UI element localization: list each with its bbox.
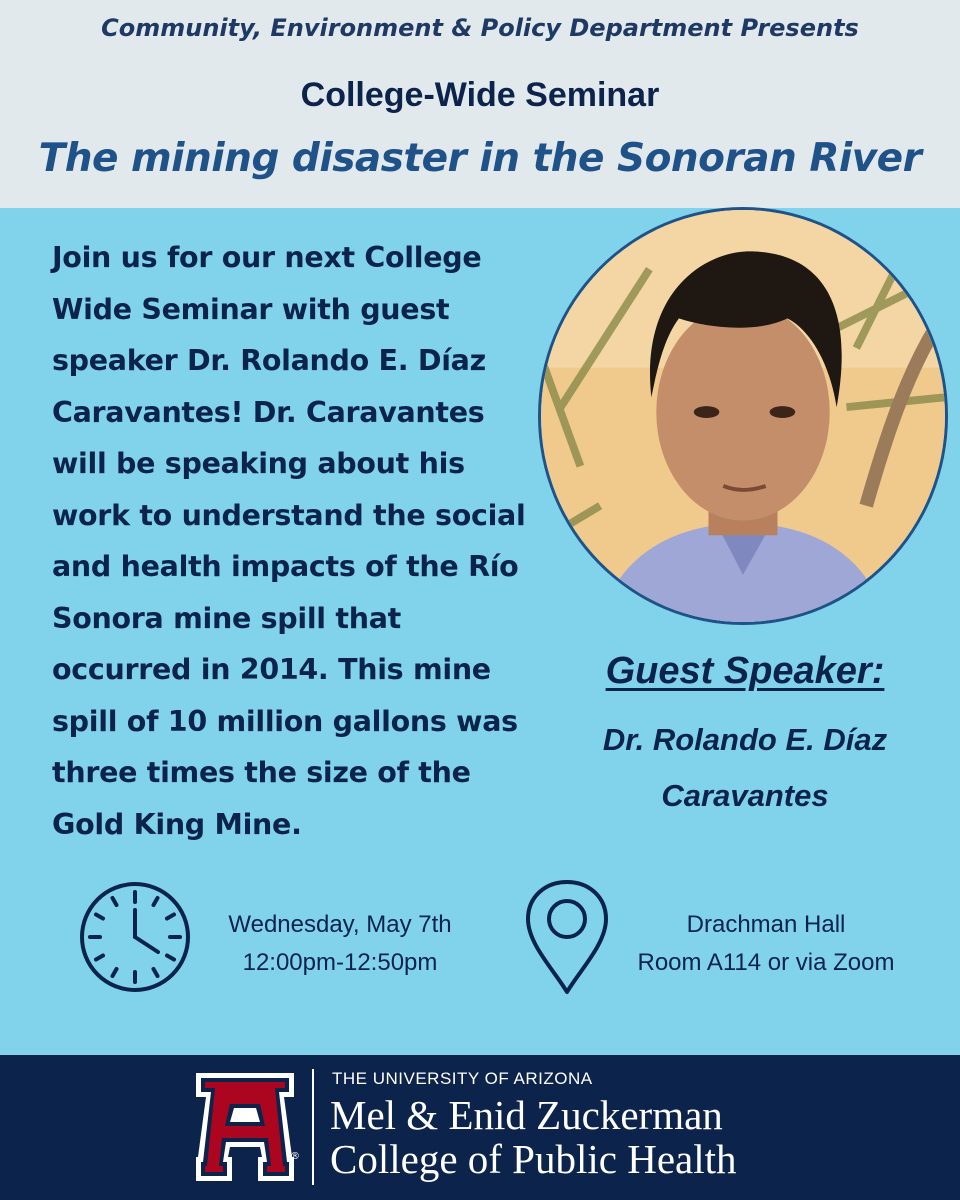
footer-band bbox=[0, 1055, 960, 1200]
event-venue: Drachman Hall bbox=[686, 911, 846, 938]
header-band bbox=[0, 0, 960, 208]
description-line: spill of 10 million gallons was bbox=[52, 704, 518, 738]
description-line: Gold King Mine. bbox=[52, 807, 302, 841]
event-datetime bbox=[190, 906, 490, 982]
college-name-line-1: Mel & Enid Zuckerman bbox=[330, 1092, 723, 1138]
description-line: and health impacts of the Río bbox=[52, 550, 519, 583]
speaker-name-line: Dr. Rolando E. Díaz bbox=[602, 722, 888, 757]
guest-speaker-name bbox=[560, 712, 930, 824]
event-day: Wednesday, May 7th bbox=[228, 911, 452, 938]
description-line: three times the size of the bbox=[52, 756, 471, 789]
location-pin-icon bbox=[524, 878, 610, 996]
presenter-line: Community, Environment & Policy Department Presents bbox=[101, 14, 859, 42]
speaker-name-line: Caravantes bbox=[661, 778, 829, 813]
seminar-title: The mining disaster in the Sonoran River bbox=[38, 136, 922, 181]
guest-speaker-label: Guest Speaker: bbox=[605, 650, 885, 692]
description-line: Caravantes! Dr. Caravantes bbox=[52, 395, 485, 429]
event-time: 12:00pm-12:50pm bbox=[242, 949, 438, 976]
university-name: THE UNIVERSITY OF ARIZONA bbox=[332, 1069, 593, 1088]
description-line: speaker Dr. Rolando E. Díaz bbox=[52, 344, 486, 377]
description-line: work to understand the social bbox=[52, 498, 526, 532]
description-line: Wide Seminar with guest bbox=[52, 292, 450, 326]
seminar-type: College-Wide Seminar bbox=[300, 76, 660, 114]
clock-icon bbox=[78, 880, 192, 994]
speaker-photo bbox=[538, 207, 948, 625]
event-location bbox=[606, 906, 926, 982]
event-room: Room A114 or via Zoom bbox=[637, 949, 895, 976]
university-a-logo bbox=[194, 1071, 296, 1183]
college-name-line-2: College of Public Health bbox=[330, 1136, 737, 1182]
footer-divider bbox=[312, 1069, 314, 1185]
registered-mark: ® bbox=[290, 1151, 300, 1162]
description-text bbox=[52, 232, 562, 850]
description-line: Join us for our next College bbox=[52, 241, 482, 274]
description-line: occurred in 2014. This mine bbox=[52, 653, 491, 686]
description-line: Sonora mine spill that bbox=[52, 601, 401, 635]
description-line: will be speaking about his bbox=[52, 447, 465, 480]
